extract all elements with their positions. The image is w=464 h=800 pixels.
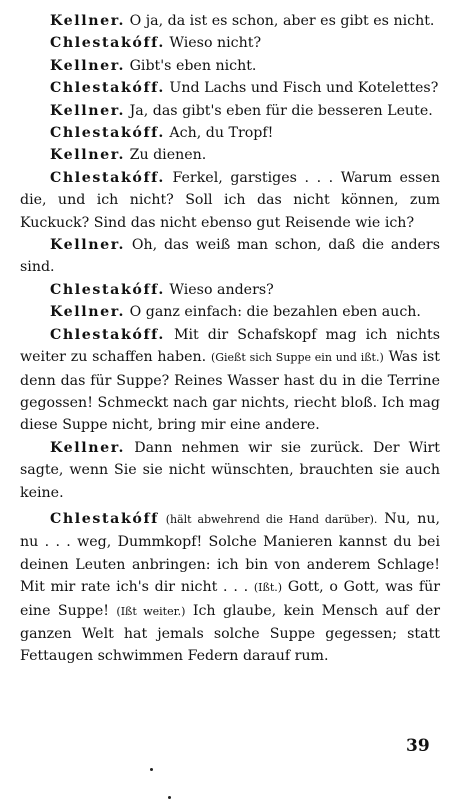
- dialogue-line: [20, 77, 440, 99]
- play-text: [20, 10, 440, 668]
- dialogue-line: [20, 279, 440, 301]
- speaker-name: Kellner.: [50, 57, 126, 74]
- dialogue-line: [20, 32, 440, 54]
- dialogue-text: Wieso anders?: [169, 281, 274, 298]
- dialogue-text: Ja, das gibt's eben für die besseren Leute.: [129, 102, 433, 119]
- dialogue-text: Und Lachs und Fisch und Kotelettes?: [169, 80, 439, 97]
- speaker-name: Kellner.: [50, 439, 126, 456]
- speaker-name: Kellner.: [50, 13, 126, 29]
- dialogue-line: [20, 508, 440, 668]
- dialogue-line: [20, 10, 440, 32]
- dialogue-text: Nu, nu, nu . . . weg, Dummkopf! Solche Manieren kannst du bei deinen Leuten anbringen: ich bin von anderem Schlage! Mit mir rate ich's dir nicht . . .: [20, 510, 441, 596]
- speaker-name: Chlestakóff.: [50, 80, 165, 97]
- speaker-name: Chlestakóff.: [50, 326, 165, 343]
- dialogue-text: Gott, o Gott, was für eine Suppe!: [20, 579, 441, 619]
- dialogue-line: [20, 234, 440, 279]
- dialogue-line: [20, 301, 440, 323]
- stage-direction: (Ißt weiter.): [116, 604, 186, 618]
- dialogue-line: [20, 55, 440, 77]
- dialogue-text: Was ist denn das für Suppe? Reines Wasser hast du in die Terrine gegossen! Schmeckt nach gar nichts, riecht bloß. Ich mag diese Suppe nicht, bring mir eine andere.: [20, 349, 440, 434]
- dialogue-line: [20, 167, 440, 234]
- dialogue-text: Zu dienen.: [129, 147, 207, 164]
- dialogue-text: Ach, du Tropf!: [169, 125, 274, 142]
- dialogue-text: Oh, das weiß man schon, daß die anders sind.: [20, 237, 440, 276]
- stage-direction: (hält abwehrend die Hand darüber).: [165, 512, 378, 526]
- speaker-name: Chlestakóff.: [50, 281, 165, 298]
- speaker-name: Chlestakóff.: [50, 169, 165, 186]
- dialogue-text: Mit dir Schafskopf mag ich nichts weiter zu schaffen haben.: [20, 326, 440, 366]
- dialogue-text: Wieso nicht?: [169, 35, 262, 52]
- stage-direction: (Ißt.): [253, 581, 283, 595]
- dialogue-line: [20, 144, 440, 166]
- speaker-name: Kellner.: [50, 304, 126, 321]
- print-speck: [168, 796, 171, 799]
- dialogue-text: Gibt's eben nicht.: [129, 57, 257, 74]
- page-number: 39: [406, 736, 430, 756]
- dialogue-text: Ferkel, garstiges . . . Warum essen die, und ich nicht? Soll ich das nicht können, zum Kuckuck? Sind das nicht ebenso gut Reisende wie ich?: [20, 169, 440, 231]
- dialogue-line: [20, 437, 440, 504]
- dialogue-text: Ich glaube, kein Mensch auf der ganzen Welt hat jemals solche Suppe gegessen; statt Fettaugen schwimmen Federn darauf rum.: [20, 602, 440, 665]
- dialogue-line: [20, 100, 440, 122]
- speaker-name: Kellner.: [50, 147, 126, 164]
- dialogue-line: [20, 324, 440, 437]
- print-speck: [150, 768, 153, 771]
- speaker-name: Chlestakóff.: [50, 35, 165, 52]
- speaker-name: Kellner.: [50, 237, 126, 254]
- dialogue-line: [20, 122, 440, 144]
- speaker-name: Kellner.: [50, 102, 126, 119]
- dialogue-text: O ja, da ist es schon, aber es gibt es nicht.: [129, 13, 435, 29]
- speaker-name: Chlestakóff.: [50, 125, 165, 142]
- speaker-name: Chlestakóff: [50, 510, 159, 527]
- stage-direction: (Gießt sich Suppe ein und ißt.): [210, 351, 384, 365]
- dialogue-text: O ganz einfach: die bezahlen eben auch.: [129, 304, 421, 321]
- dialogue-text: Dann nehmen wir sie zurück. Der Wirt sagte, wenn Sie sie nicht wünschten, brauchten sie auch keine.: [20, 439, 440, 501]
